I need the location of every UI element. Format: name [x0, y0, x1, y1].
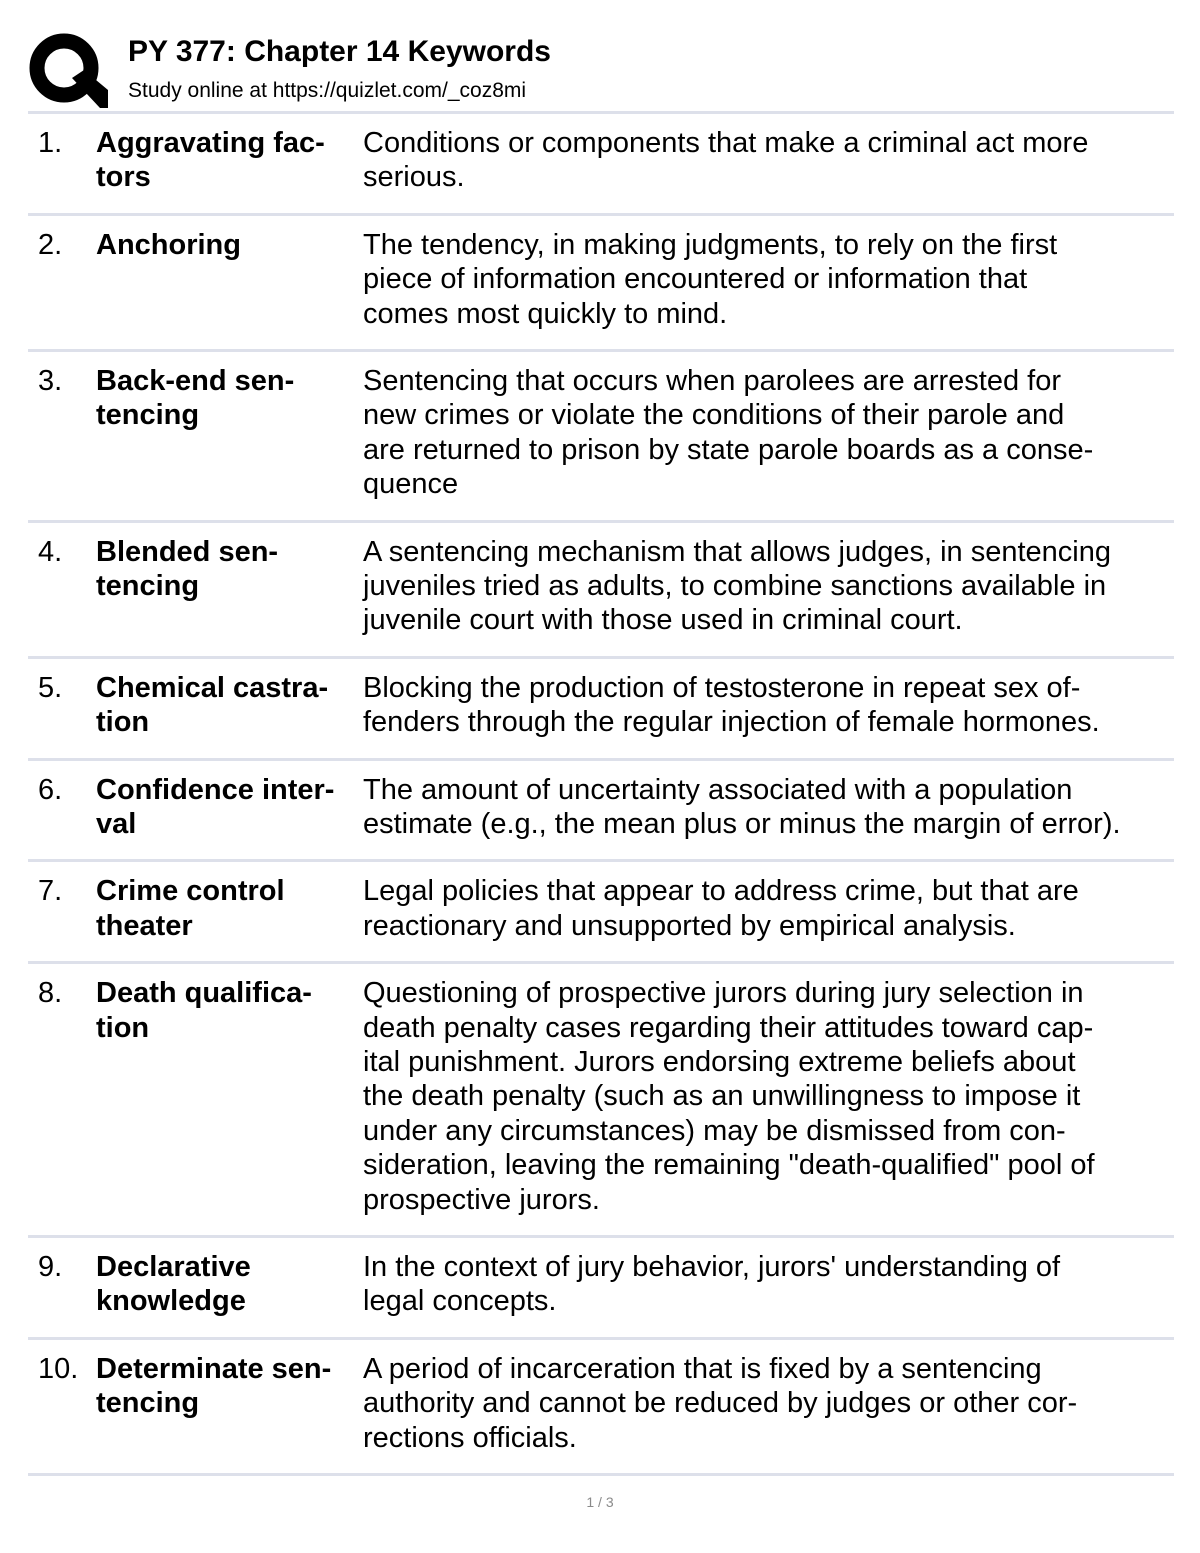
- definition-line: estimate (e.g., the mean plus or minus the margin of error).: [363, 807, 1121, 840]
- card-term: [96, 976, 356, 1045]
- term-line: Chemical castra-: [96, 671, 329, 704]
- card-definition: [363, 1250, 1168, 1319]
- card-term: [96, 773, 356, 842]
- term-line: Anchoring: [96, 228, 241, 261]
- card-definition: [363, 126, 1168, 195]
- card-number: 8.: [38, 977, 63, 1010]
- card-number: 1.: [38, 127, 63, 159]
- definition-line: prospective jurors.: [363, 1183, 600, 1216]
- term-line: Death qualifica-: [96, 977, 312, 1010]
- definition-line: legal concepts.: [363, 1285, 557, 1318]
- term-line: theater: [96, 909, 193, 942]
- definition-line: A period of incarceration that is fixed by a sentencing: [363, 1352, 1042, 1385]
- term-line: tencing: [96, 569, 200, 602]
- definition-line: Conditions or components that make a criminal act more: [363, 127, 1089, 159]
- flashcard-row: [28, 761, 1174, 863]
- definition-line: under any circumstances) may be dismissed from con-: [363, 1114, 1066, 1147]
- card-definition: [363, 535, 1168, 638]
- quizlet-q-logo-icon: [28, 30, 108, 110]
- term-line: tors: [96, 161, 151, 194]
- card-term: [96, 364, 356, 433]
- definition-line: Blocking the production of testosterone in repeat sex of-: [363, 671, 1081, 704]
- card-definition: [363, 671, 1168, 740]
- term-line: Blended sen-: [96, 535, 279, 568]
- study-online-link[interactable]: Study online at https://quizlet.com/_coz8mi: [128, 79, 527, 102]
- card-term: [96, 874, 356, 943]
- card-term: [96, 535, 356, 604]
- card-term: [96, 671, 356, 740]
- term-line: val: [96, 807, 137, 840]
- definition-line: rections officials.: [363, 1421, 577, 1454]
- card-definition: [363, 773, 1168, 842]
- term-line: Aggravating fac-: [96, 127, 325, 159]
- card-number: 5.: [38, 671, 63, 704]
- card-term: [96, 228, 356, 262]
- definition-line: the death penalty (such as an unwillingness to impose it: [363, 1080, 1081, 1113]
- definition-line: new crimes or violate the conditions of their parole and: [363, 399, 1065, 432]
- page-number: 1 / 3: [586, 1494, 614, 1510]
- term-line: knowledge: [96, 1285, 246, 1318]
- definition-line: comes most quickly to mind.: [363, 297, 728, 330]
- definition-line: serious.: [363, 161, 465, 194]
- card-definition: [363, 364, 1168, 502]
- definition-line: juvenile court with those used in criminal court.: [363, 604, 963, 637]
- term-line: Back-end sen-: [96, 364, 295, 397]
- flashcard-row: [28, 523, 1174, 659]
- definition-line: fenders through the regular injection of female hormones.: [363, 706, 1100, 739]
- flashcard-row: [28, 114, 1174, 216]
- term-line: tion: [96, 706, 150, 739]
- definition-line: Questioning of prospective jurors during jury selection in: [363, 977, 1084, 1010]
- definition-line: reactionary and unsupported by empirical analysis.: [363, 909, 1016, 942]
- term-line: tencing: [96, 399, 200, 432]
- flashcard-row: [28, 659, 1174, 761]
- definition-line: ital punishment. Jurors endorsing extreme beliefs about: [363, 1045, 1076, 1078]
- flashcard-list: [28, 114, 1174, 1476]
- flashcard-row: [28, 862, 1174, 964]
- definition-line: death penalty cases regarding their attitudes toward cap-: [363, 1011, 1094, 1044]
- flashcard-row: [28, 352, 1174, 523]
- definition-line: In the context of jury behavior, jurors' understanding of: [363, 1250, 1061, 1283]
- definition-line: The amount of uncertainty associated with a population: [363, 773, 1073, 806]
- card-number: 10.: [38, 1352, 79, 1385]
- definition-line: are returned to prison by state parole boards as a conse-: [363, 433, 1094, 466]
- flashcard-row: [28, 1340, 1174, 1476]
- term-line: Confidence inter-: [96, 773, 335, 806]
- definition-line: Sentencing that occurs when parolees are arrested for: [363, 364, 1062, 397]
- card-number: 3.: [38, 364, 63, 397]
- term-line: Declarative: [96, 1250, 251, 1283]
- definition-line: Legal policies that appear to address crime, but that are: [363, 875, 1079, 908]
- card-number: 2.: [38, 228, 63, 261]
- term-line: tion: [96, 1011, 150, 1044]
- page-title: PY 377: Chapter 14 Keywords: [128, 35, 551, 68]
- card-number: 4.: [38, 535, 63, 568]
- flashcard-row: [28, 1238, 1174, 1340]
- definition-line: sideration, leaving the remaining "death-qualified" pool of: [363, 1149, 1095, 1182]
- card-number: 9.: [38, 1250, 63, 1283]
- card-term: [96, 1250, 356, 1319]
- card-definition: [363, 976, 1168, 1217]
- flashcard-row: [28, 216, 1174, 352]
- term-line: Crime control: [96, 875, 285, 908]
- card-number: 7.: [38, 875, 63, 908]
- flashcard-row: [28, 964, 1174, 1238]
- term-line: Determinate sen-: [96, 1352, 332, 1385]
- card-term: [96, 1352, 356, 1421]
- definition-line: authority and cannot be reduced by judges or other cor-: [363, 1387, 1078, 1420]
- card-definition: [363, 228, 1168, 331]
- definition-line: A sentencing mechanism that allows judges, in sentencing: [363, 535, 1111, 568]
- term-line: tencing: [96, 1387, 200, 1420]
- page-header: [28, 28, 1174, 112]
- card-definition: [363, 1352, 1168, 1455]
- definition-line: piece of information encountered or information that: [363, 263, 1028, 296]
- definition-line: quence: [363, 468, 459, 501]
- definition-line: juveniles tried as adults, to combine sanctions available in: [363, 569, 1107, 602]
- card-term: [96, 126, 356, 195]
- definition-line: The tendency, in making judgments, to rely on the first: [363, 228, 1058, 261]
- card-number: 6.: [38, 773, 63, 806]
- card-definition: [363, 874, 1168, 943]
